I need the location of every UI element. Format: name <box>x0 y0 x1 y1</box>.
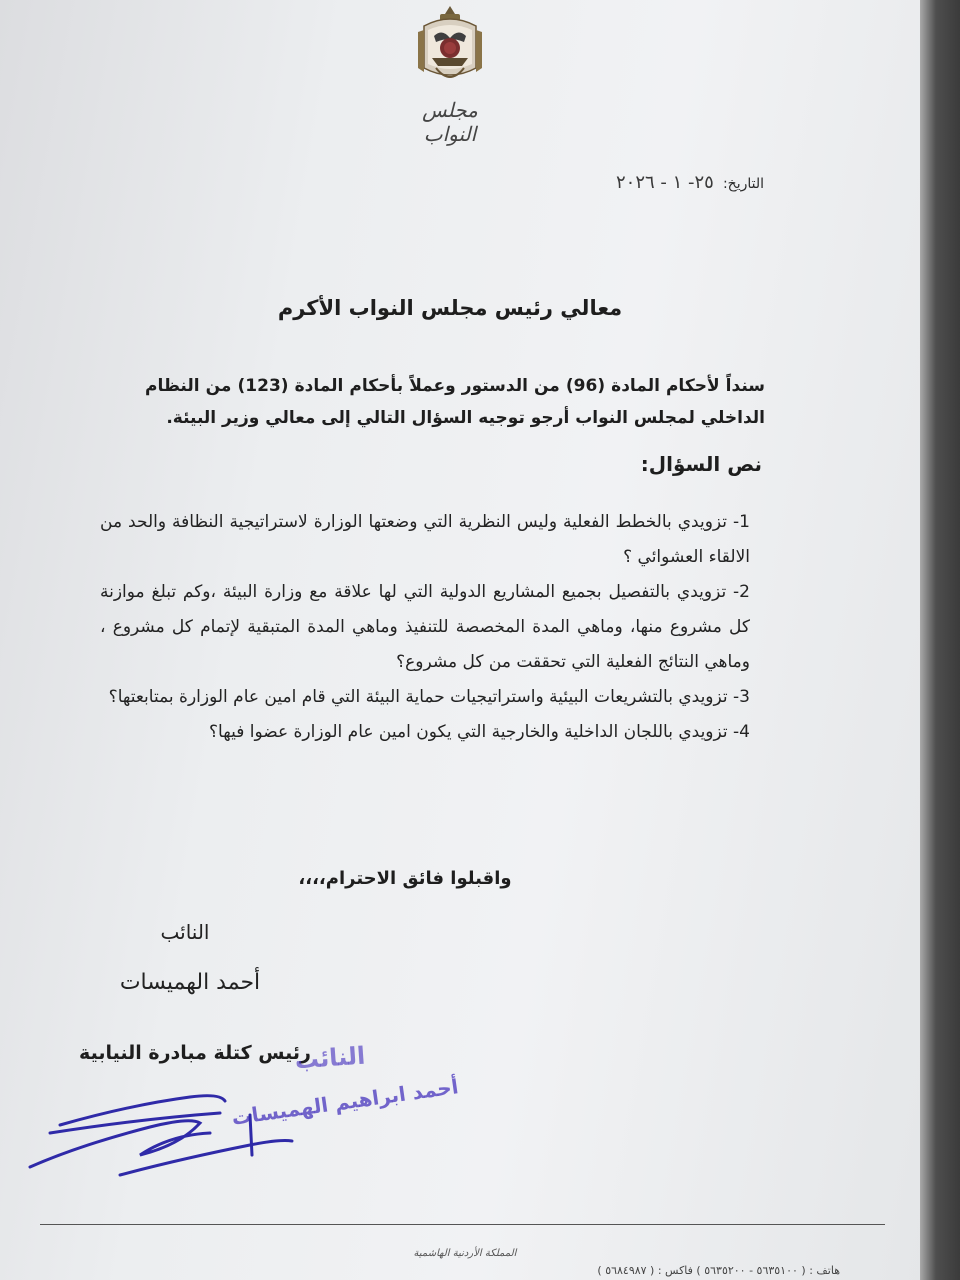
footer-phone: هاتف : ( ٥٦٣٥١٠٠ - ٥٦٣٥٢٠٠ ) فاكس : ( ٥٦٨٤٩٨٧ ) <box>597 1264 840 1277</box>
handwritten-signature <box>20 1075 320 1185</box>
signatory-name: أحمد الهميسات <box>119 970 261 995</box>
question-list <box>100 505 750 750</box>
page-edge-shadow <box>920 0 960 1280</box>
question-item: 1- تزويدي بالخطط الفعلية وليس النظرية التي وضعتها الوزارة لاستراتيجية النظافة والحد من الالقاء العشوائي ؟ <box>100 512 750 567</box>
footer-institution: المملكة الأردنية الهاشمية <box>413 1248 517 1259</box>
addressee: معالي رئيس مجلس النواب الأكرم <box>277 296 623 320</box>
stamp-title: النائب <box>293 1041 367 1075</box>
question-item: 4- تزويدي باللجان الداخلية والخارجية التي يكون امين عام الوزارة عضوا فيها؟ <box>209 722 750 742</box>
signatory-title: النائب <box>160 920 210 944</box>
bloc-title: رئيس كتلة مبادرة النيابية <box>79 1042 311 1064</box>
date-value: ٢٥- ١ - ٢٠٢٦ <box>615 172 714 193</box>
jordan-coat-of-arms-icon <box>412 2 488 88</box>
date-line <box>464 172 764 193</box>
date-label: التاريخ: <box>722 176 764 192</box>
intro-paragraph: سنداً لأحكام المادة (96) من الدستور وعملاً بأحكام المادة (123) من النظام الداخلي لمجلس النواب أرجو توجيه السؤال التالي إلى معالي وزير البيئة. <box>145 376 765 428</box>
house-name: مجلس النواب <box>422 98 478 146</box>
closing-line: واقبلوا فائق الاحترام،،،، <box>298 868 512 889</box>
stamp-name: أحمد ابراهيم الهميسات <box>230 1074 460 1130</box>
question-item: 3- تزويدي بالتشريعات البيئية واستراتيجيات حماية البيئة التي قام امين عام الوزارة بمتابعتها؟ <box>108 687 750 707</box>
question-item: 2- تزويدي بالتفصيل بجميع المشاريع الدولية التي لها علاقة مع وزارة البيئة ،وكم تبلغ موازنة كل مشروع منها، وماهي المدة المخصصة للتنفيذ وماهي المدة المتبقية لإتمام كل مشروع ، وماهي النتائج الفعلية التي تحققت من كل مشروع؟ <box>100 582 750 672</box>
question-heading: نص السؤال: <box>640 452 762 476</box>
footer-divider <box>40 1224 885 1225</box>
